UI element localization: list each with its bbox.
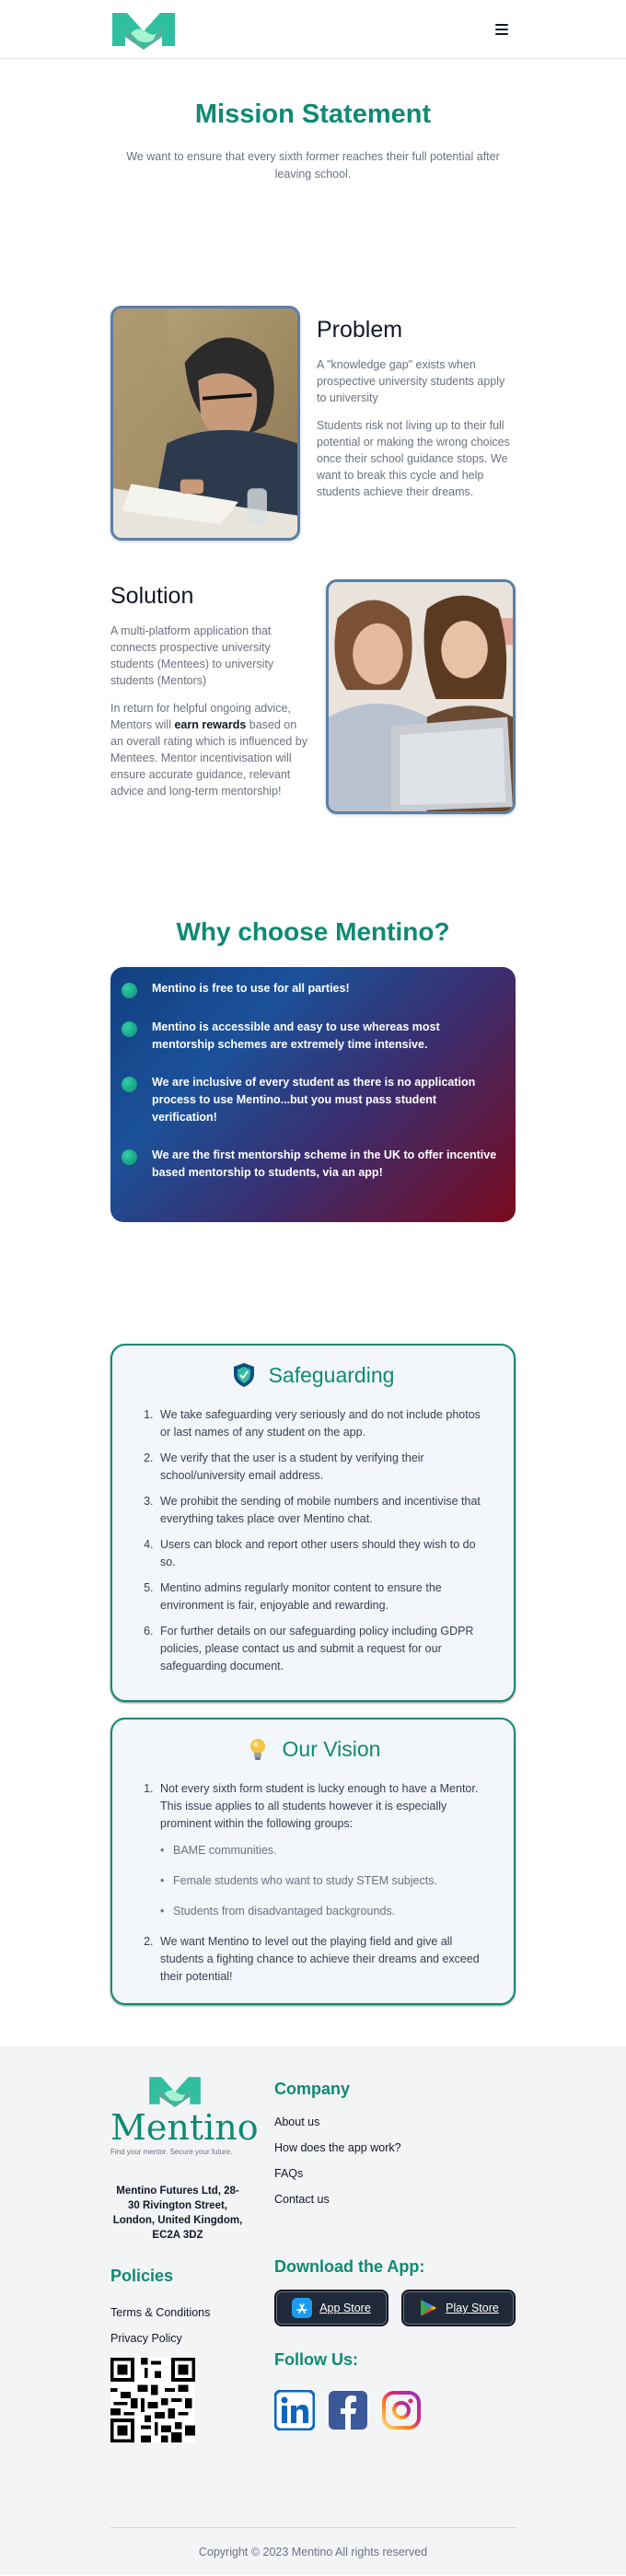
list-item: • BAME communities. [160, 1842, 490, 1859]
list-item: 1. We take safeguarding very seriously and do not include photos or last names of any student on the app. [156, 1406, 490, 1441]
brand-name: Mentino [110, 2107, 259, 2148]
safeguarding-header [136, 1362, 490, 1388]
facebook-icon[interactable] [328, 2390, 368, 2430]
app-store-icon [292, 2298, 312, 2318]
vision-card [110, 1718, 516, 2005]
instagram-icon[interactable] [381, 2390, 422, 2430]
about-us-link[interactable]: About us [274, 2116, 320, 2128]
why-item [122, 1074, 504, 1126]
footer-left-column [110, 2074, 274, 2442]
list-item [156, 1780, 490, 1920]
policies-section [110, 2267, 274, 2442]
bullet-dot-icon [122, 983, 137, 998]
mentino-logo-icon[interactable] [110, 9, 177, 50]
why-item-text: We are inclusive of every student as there is no application process to use Mentino...but you must pass student verification! [152, 1076, 476, 1124]
solution-p2-start: In return for helpful ongoing advice, Mentors will [110, 702, 291, 731]
download-title: Download the App: [274, 2257, 425, 2276]
list-item: 2. We want Mentino to level out the playing field and give all students a fighting chance to achieve their dreams and exceed their potential! [156, 1933, 490, 1986]
footer-brand[interactable] [110, 2074, 274, 2156]
list-item: 5. Mentino admins regularly monitor content to ensure the environment is fair, enjoyable and rewarding. [156, 1579, 490, 1614]
follow-title: Follow Us: [274, 2350, 358, 2369]
download-section [274, 2257, 516, 2326]
safeguarding-list [136, 1406, 490, 1675]
social-links [274, 2390, 516, 2430]
store-buttons [274, 2290, 516, 2326]
list-item: 6. For further details on our safeguarding policy including GDPR policies, please contact us and submit a request for our safeguarding document. [156, 1623, 490, 1675]
qr-code-icon [110, 2358, 195, 2442]
app-store-label: App Store [319, 2302, 371, 2314]
shield-icon [232, 1362, 256, 1388]
bullet-dot-icon [122, 1021, 137, 1037]
footer-right-column [274, 2074, 516, 2442]
mission-text: We want to ensure that every sixth former reaches their full potential after leaving school. [126, 150, 500, 181]
site-header [0, 0, 626, 59]
problem-paragraph-1: A "knowledge gap" exists when prospective university students apply to university [317, 358, 505, 404]
bullet-dot-icon [122, 1149, 137, 1165]
why-item-text: Mentino is accessible and easy to use whereas most mentorship schemes are extremely time intensive. [152, 1020, 440, 1051]
list-item: • Students from disadvantaged backgrounds. [160, 1903, 490, 1920]
play-store-icon [418, 2298, 438, 2318]
contact-us-link[interactable]: Contact us [274, 2193, 330, 2206]
list-item: 2. We verify that the user is a student by verifying their school/university email address. [156, 1450, 490, 1485]
list-item: • Female students who want to study STEM subjects. [160, 1872, 490, 1890]
vision-list [136, 1780, 490, 1986]
company-title: Company [274, 2080, 351, 2098]
safeguarding-card [110, 1344, 516, 1702]
how-it-works-link[interactable]: How does the app work? [274, 2141, 401, 2154]
brand-tagline: Find your mentor. Secure your future. [110, 2148, 233, 2156]
mission-title: Mission Statement [194, 99, 432, 129]
why-item [122, 1019, 504, 1054]
solution-text-block [110, 579, 326, 810]
why-choose-card [110, 967, 516, 1222]
copyright-text: Copyright © 2023 Mentino All rights reserved [110, 2527, 516, 2575]
students-laptop-photo [326, 579, 516, 814]
linkedin-icon[interactable] [274, 2390, 315, 2430]
problem-text-block [300, 306, 516, 511]
play-store-button[interactable] [401, 2290, 516, 2326]
solution-title: Solution [110, 583, 194, 609]
problem-paragraph-2: Students risk not living up to their full potential or making the wrong choices once their school guidance stops. We want to break this cycle and help students achieve their dreams. [317, 419, 510, 498]
company-section [274, 2080, 516, 2206]
safeguarding-title: Safeguarding [268, 1362, 395, 1387]
mission-section [0, 59, 626, 280]
solution-p2-end: based on an overall rating which is influenced by Mentees. Mentor incentivisation will ensure accurate guidance, relevant advice and long-term mentorship! [110, 718, 308, 798]
why-item [122, 1147, 504, 1182]
vision-item-1-text: Not every sixth form student is lucky enough to have a Mentor. This issue applies to all students however it is especially prominent within the following groups: [160, 1782, 479, 1830]
terms-link[interactable]: Terms & Conditions [110, 2306, 211, 2319]
problem-title: Problem [317, 317, 403, 343]
list-item: 3. We prohibit the sending of mobile numbers and incentivise that everything takes place over Mentino chat. [156, 1493, 490, 1528]
follow-section [274, 2350, 516, 2430]
solution-paragraph-1: A multi-platform application that connects prospective university students (Mentees) to university students (Mentors) [110, 624, 274, 687]
why-item-text: Mentino is free to use for all parties! [152, 982, 350, 995]
faqs-link[interactable]: FAQs [274, 2167, 304, 2180]
vision-groups-list [160, 1842, 490, 1920]
company-address: Mentino Futures Ltd, 28-30 Rivington Street, London, United Kingdom, EC2A 3DZ [112, 2186, 243, 2241]
list-item: 4. Users can block and report other users should they wish to do so. [156, 1536, 490, 1571]
footer-grid [110, 2074, 516, 2442]
policies-title: Policies [110, 2267, 174, 2285]
why-choose-section [0, 879, 626, 1344]
vision-header [136, 1736, 490, 1762]
play-store-label: Play Store [446, 2302, 499, 2314]
problem-section [0, 280, 626, 579]
app-store-button[interactable] [274, 2290, 388, 2326]
company-links [274, 2116, 516, 2206]
solution-section [0, 579, 626, 879]
privacy-link[interactable]: Privacy Policy [110, 2332, 182, 2345]
hamburger-menu-icon[interactable] [492, 19, 512, 40]
earn-rewards-highlight: earn rewards [174, 718, 247, 731]
lightbulb-icon [246, 1736, 270, 1762]
why-choose-title: Why choose Mentino? [176, 917, 450, 946]
student-studying-photo [110, 306, 300, 541]
mentino-logo-icon [147, 2074, 203, 2107]
why-item [122, 980, 504, 998]
solution-paragraph-2 [110, 700, 307, 799]
site-footer [0, 2046, 626, 2575]
why-item-text: We are the first mentorship scheme in the UK to offer incentive based mentorship to students, via an app! [152, 1148, 497, 1179]
vision-title: Our Vision [282, 1736, 381, 1761]
bullet-dot-icon [122, 1077, 137, 1092]
